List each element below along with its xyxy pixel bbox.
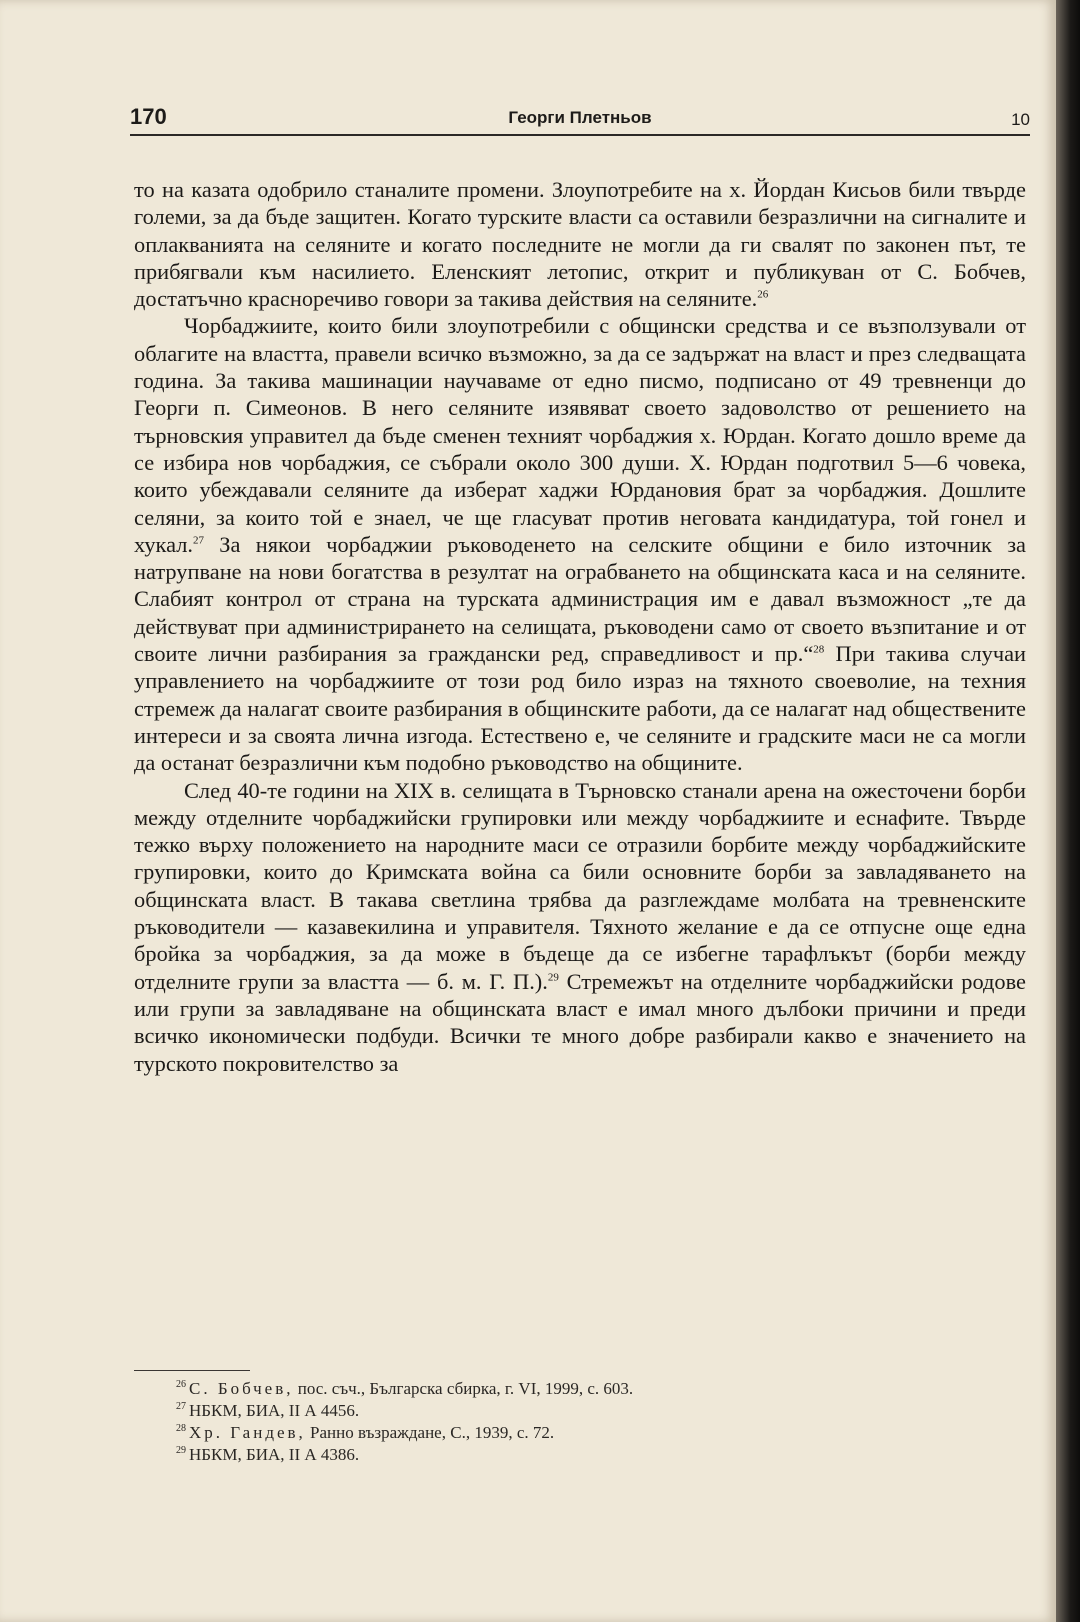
running-header xyxy=(130,104,1030,134)
footnote-ref[interactable]: 28 xyxy=(813,643,825,656)
header-rule xyxy=(130,134,1030,136)
chapter-number: 10 xyxy=(1011,110,1030,129)
footnote: $^{26}$ С. Бобчев, пос. съч., Българска сбирка, г. VI, 1999, с. 603. xyxy=(176,1379,634,1398)
footnote: $^{29}$ НБКМ, БИА, II А 4386. xyxy=(176,1445,360,1464)
paragraph: След 40-те години на XIX в. селищата в Търновско станали арена на ожесточени борби между отделните чорбаджийски групировки или между чорбаджиите и еснафите. Твърде тежко върху положението на народните маси се отразили борбите между чорбаджийските групировки, които до Кримската война са били основните борби за завладяването на общинската власт. В такава светлина трябва да разглеждаме молбата на тревненските ръководители — казавекилина и управителя. Тяхното желание е да се отпусне още една бройка за чорбаджия, за да може в бъдеще да се избегне тарафлъкът (борби между отделните групи за властта — б. м. Г. П.).$^{29}$ Стремежът на отделните чорбаджийски родове или групи за завладяване на общинската власт е имал много дълбоки причини и преди всичко икономически подбуди. Всички те много добре разбирали какво е значението на турското покровителство за xyxy=(134,777,1026,1076)
page-number: 170 xyxy=(130,104,167,129)
footnotes xyxy=(176,1378,1016,1466)
paragraph: то на казата одобрило станалите промени. Злоупотребите на х. Йордан Кисьов били твърде големи, за да бъде защитен. Когато турските власти са оставили безразлични на сигналите и оплакванията на селяните и когато последните не могли да ги свалят по законен път, те прибягвали към насилието. Еленският летопис, открит и публикуван от С. Бобчев, достатъчно красноречиво говори за такива действия на селяните.$^{26}$ xyxy=(134,177,1026,312)
body-text xyxy=(134,176,1026,1077)
footnote: $^{28}$ Хр. Гандев, Ранно възраждане, С., 1939, с. 72. xyxy=(176,1423,555,1442)
footnote-ref[interactable]: 26 xyxy=(757,288,769,301)
footnote-rule xyxy=(134,1370,250,1371)
running-title: Георги Плетньов xyxy=(508,108,652,127)
footnote: $^{27}$ НБКМ, БИА, II А 4456. xyxy=(176,1401,360,1420)
footnote-ref[interactable]: 29 xyxy=(547,971,559,984)
paragraph: Чорбаджиите, които били злоупотребили с общински средства и се възползували от облагите на властта, правели всичко възможно, за да се задържат на власт и през следващата година. За такива машинации научаваме от едно писмо, подписано от 49 тревненци до Георги п. Симеонов. В него селяните изявяват своето задоволство от решението на търновския управител да бъде сменен техният чорбаджия х. Юрдан. Когато дошло време да се избира нов чорбаджия, се събрали около 300 души. Х. Юрдан подготвил 5—6 човека, които убеждавали селяните да изберат хаджи Юрдановия брат за чорбаджия. Дошлите селяни, за които той е знаел, че ще гласуват против неговата кандидатура, той гонел и хукал.$^{27}$ За някои чорбаджии ръководенето на селските общини е било източник за натрупване на нови богатства в резултат на ограбването на общинската каса и на селяните. Слабият контрол от страна на турската администрация им е давал възможност „те да действуват при администрирането на селищата, ръководени само от своето възпитание и от своите лични разбирания за граждански ред, справедливост и пр.“$^{28}$ При такива случаи управлението на чорбаджиите от този род било израз на тяхното своеволие, на техния стремеж да налагат своите разбирания в общинските работи, да се налагат над обществените интереси и за своята лична изгода. Естествено е, че селяните и градските маси не са могли да останат безразлични към подобно ръководство на общините. xyxy=(134,313,1026,776)
footnote-ref[interactable]: 27 xyxy=(192,534,204,547)
book-spine xyxy=(1056,0,1080,1622)
